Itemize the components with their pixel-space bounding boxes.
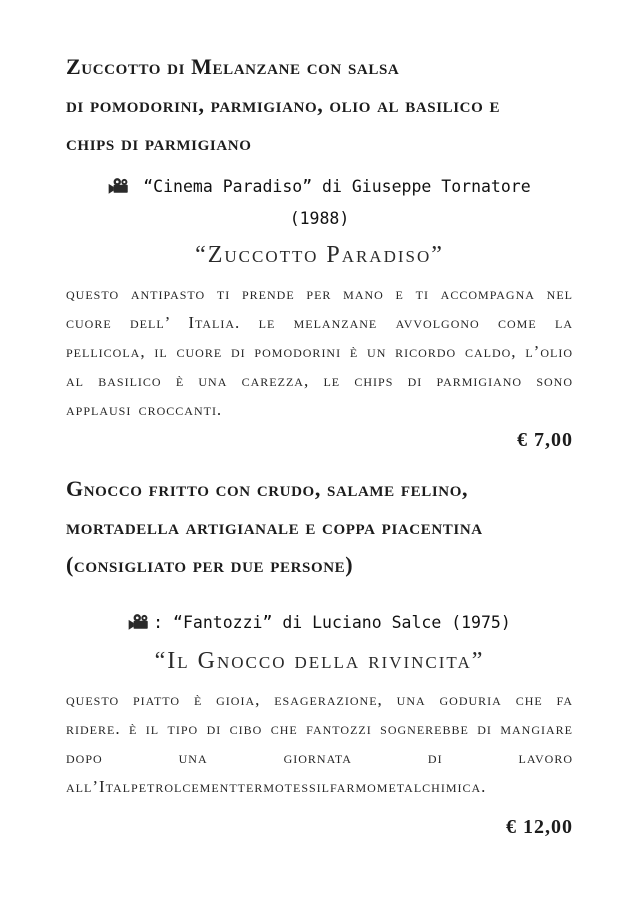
dish-title	[66, 470, 573, 584]
dish-description: questo piatto è gioia, esagerazione, una goduria che fa ridere. è il tipo di cibo che fantozzi sognerebbe di mangiare dopo una giornata di lavoro all’Italpetrolcementtermotessilfarmometalchimica.	[66, 690, 573, 796]
movie-camera-icon	[128, 610, 149, 640]
dish-nickname: “Zuccotto Paradiso”	[195, 242, 444, 268]
menu-item-gnocco	[66, 470, 573, 839]
dish-description: questo antipasto ti prende per mano e ti accompagna nel cuore dell’ Italia. le melanzane avvolgono come la pellicola, il cuore di pomodorini è un ricordo caldo, l’olio al basilico è una carezza, le chips di parmigiano sono applausi croccanti.	[66, 284, 573, 419]
dish-title-line: Gnocco fritto con crudo, salame felino,	[66, 476, 469, 501]
dish-price: € 12,00	[506, 816, 573, 838]
dish-title-line: (consigliato per due persone)	[66, 552, 354, 577]
movie-year: (1988)	[289, 209, 350, 228]
movie-title-text: “Cinema Paradiso” di Giuseppe Tornatore	[143, 177, 531, 196]
movie-reference	[66, 608, 573, 640]
dish-title-line: chips di parmigiano	[66, 130, 252, 155]
dish-nickname: “Il Gnocco della rivincita”	[154, 648, 485, 674]
dish-title-line: Zuccotto di Melanzane con salsa	[66, 54, 400, 79]
dish-price: € 7,00	[517, 429, 573, 451]
movie-title-text: “Fantozzi” di Luciano Salce (1975)	[173, 613, 511, 632]
dish-title-line: mortadella artigianale e coppa piacentina	[66, 514, 483, 539]
dish-title	[66, 48, 573, 162]
movie-reference	[66, 172, 573, 234]
menu-item-zuccotto	[66, 48, 573, 452]
dish-title-line: di pomodorini, parmigiano, olio al basilico e	[66, 92, 501, 117]
movie-camera-icon	[108, 174, 129, 204]
movie-icon-suffix: :	[153, 613, 164, 632]
